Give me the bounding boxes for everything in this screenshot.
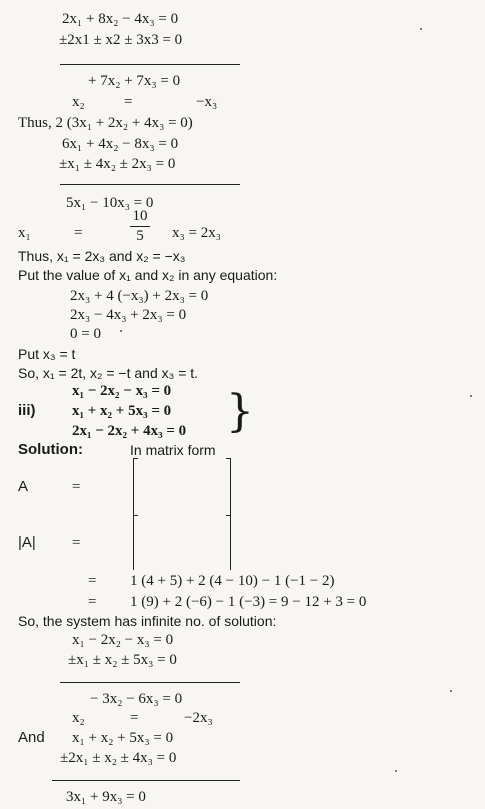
text-line: Put the value of x₁ and x₂ in any equation: xyxy=(18,267,278,283)
system-equation: x₁ − 2x₂ − x₃ = 0 xyxy=(72,383,172,399)
equation-line: 2x₃ + 4 (−x₃) + 2x₃ = 0 xyxy=(70,288,209,304)
equals-sign: = xyxy=(130,710,139,726)
equation-line: 5x₁ − 10x₃ = 0 xyxy=(66,195,154,211)
speck xyxy=(450,690,452,692)
system-equation: 2x₁ − 2x₂ + 4x₃ = 0 xyxy=(72,423,187,439)
text-line: Thus, 2 (3x₁ + 2x₂ + 4x₃ = 0) xyxy=(18,115,193,131)
system-equation: x₁ + x₂ + 5x₃ = 0 xyxy=(72,403,172,419)
equals-sign: = xyxy=(72,479,81,495)
equation-line: 0 = 0 xyxy=(70,326,101,342)
fraction-numerator: 10 xyxy=(132,208,148,224)
equation-line: ±x₁ ± 4x₂ ± 2x₃ = 0 xyxy=(59,156,176,172)
equation-line: 1 (9) + 2 (−6) − 1 (−3) = 9 − 12 + 3 = 0 xyxy=(130,594,367,610)
equation-line: ±2x₁ ± x₂ ± 4x₃ = 0 xyxy=(60,750,177,766)
matrix-name: A xyxy=(18,478,29,495)
equation-term: −2x₃ xyxy=(184,710,213,726)
equation-term: x₁ xyxy=(18,225,31,241)
equals-sign: = xyxy=(74,225,83,241)
equation-line: x₁ + x₂ + 5x₃ = 0 xyxy=(72,730,174,746)
equation-line: 6x₁ + 4x₂ − 8x₃ = 0 xyxy=(62,136,179,152)
text-line: In matrix form xyxy=(130,442,216,458)
equation-line: ±2x1 ± x2 ± 3x3 = 0 xyxy=(59,32,183,48)
part-label: iii) xyxy=(18,402,36,419)
text-line: And xyxy=(18,729,45,746)
equation-term: x₂ xyxy=(72,94,85,110)
equation-term: x₂ xyxy=(72,710,85,726)
sum-rule xyxy=(60,184,240,185)
equation-line: 2x₃ − 4x₃ + 2x₃ = 0 xyxy=(70,307,187,323)
equals-sign: = xyxy=(124,94,133,110)
equals-sign: = xyxy=(88,573,97,589)
equation-line: 3x₁ + 9x₃ = 0 xyxy=(66,789,146,805)
equation-line: 2x₁ + 8x₂ − 4x₃ = 0 xyxy=(62,11,179,27)
sum-rule xyxy=(52,780,240,781)
equation-term: −x₃ xyxy=(196,94,218,110)
equation-line: 1 (4 + 5) + 2 (4 − 10) − 1 (−1 − 2) xyxy=(130,573,335,589)
text-line: So, x₁ = 2t, x₂ = −t and x₃ = t. xyxy=(18,365,199,381)
text-line: Thus, x₁ = 2x₃ and x₂ = −x₃ xyxy=(18,248,186,264)
equation-line: x₁ − 2x₂ − x₃ = 0 xyxy=(72,632,174,648)
equation-line: ±x₁ ± x₂ ± 5x₃ = 0 xyxy=(68,652,177,668)
speck xyxy=(420,28,422,30)
right-brace: } xyxy=(226,386,254,437)
speck xyxy=(395,770,397,772)
sum-rule xyxy=(60,682,240,683)
matrix-A xyxy=(133,459,231,515)
fraction xyxy=(128,208,152,245)
solution-label: Solution: xyxy=(18,441,83,458)
equals-sign: = xyxy=(72,535,81,551)
equation-line: + 7x₂ + 7x₃ = 0 xyxy=(88,73,181,89)
equation-term: x₃ = 2x₃ xyxy=(172,225,221,241)
equation-line: − 3x₂ − 6x₃ = 0 xyxy=(90,691,183,707)
speck xyxy=(470,395,472,397)
sum-rule xyxy=(60,64,240,65)
determinant-A xyxy=(133,514,231,570)
fraction-denominator: 5 xyxy=(136,228,144,244)
equals-sign: = xyxy=(88,594,97,610)
fraction-bar xyxy=(130,226,150,227)
determinant-name: |A| xyxy=(18,534,36,551)
text-line: So, the system has infinite no. of solution: xyxy=(18,613,277,629)
speck xyxy=(120,330,122,332)
text-line: Put x₃ = t xyxy=(18,346,76,362)
